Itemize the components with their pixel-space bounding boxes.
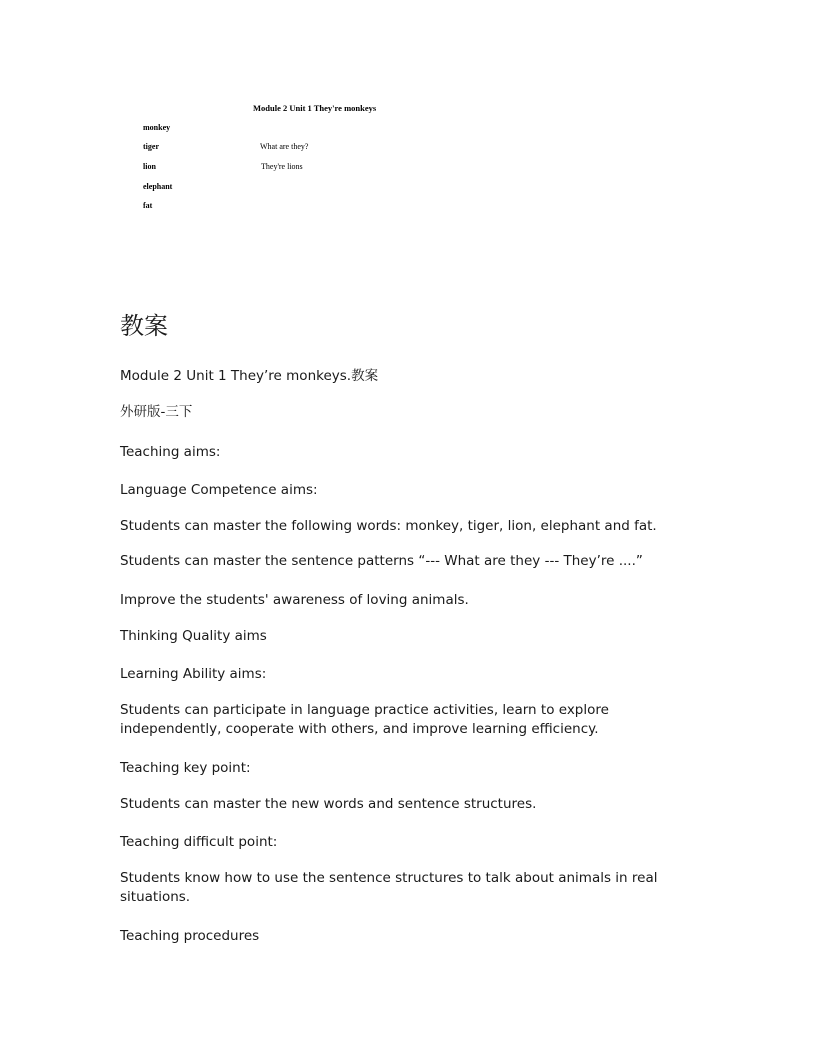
paragraph: Improve the students' awareness of loving animals.	[120, 592, 469, 608]
vocab-word: fat	[143, 201, 153, 210]
image-title: Module 2 Unit 1 They're monkeys	[253, 103, 377, 113]
vocab-word: tiger	[143, 142, 159, 151]
paragraph: Students can master the following words: monkey, tiger, lion, elephant and fat.	[120, 518, 657, 534]
vocab-word: monkey	[143, 123, 171, 132]
vocab-word: lion	[143, 162, 156, 171]
vocab-word: elephant	[143, 182, 173, 191]
section-heading: Language Competence aims:	[120, 482, 318, 498]
section-heading: Teaching difficult point:	[120, 834, 278, 850]
publisher-line: 外研版-三下	[120, 404, 193, 420]
section-heading: Teaching procedures	[120, 928, 260, 944]
paragraph: Students can master the sentence patterns “--- What are they --- They’re ....”	[120, 553, 643, 569]
image-sentence: They're lions	[261, 162, 303, 171]
image-sentence: What are they?	[260, 142, 309, 151]
section-heading: Teaching aims:	[120, 444, 221, 460]
paragraph: Students know how to use the sentence structures to talk about animals in real situations.	[120, 870, 658, 905]
section-heading: Thinking Quality aims	[120, 628, 267, 644]
page-heading: 教案	[120, 312, 168, 340]
section-heading: Teaching key point:	[120, 760, 251, 776]
paragraph: Students can participate in language practice activities, learn to explore independently, cooperate with others, and improve learning efficiency.	[120, 702, 609, 737]
embedded-worksheet-image	[140, 96, 400, 220]
document-title: Module 2 Unit 1 They’re monkeys.教案	[120, 368, 379, 384]
paragraph: Students can master the new words and sentence structures.	[120, 796, 537, 812]
section-heading: Learning Ability aims:	[120, 666, 267, 682]
